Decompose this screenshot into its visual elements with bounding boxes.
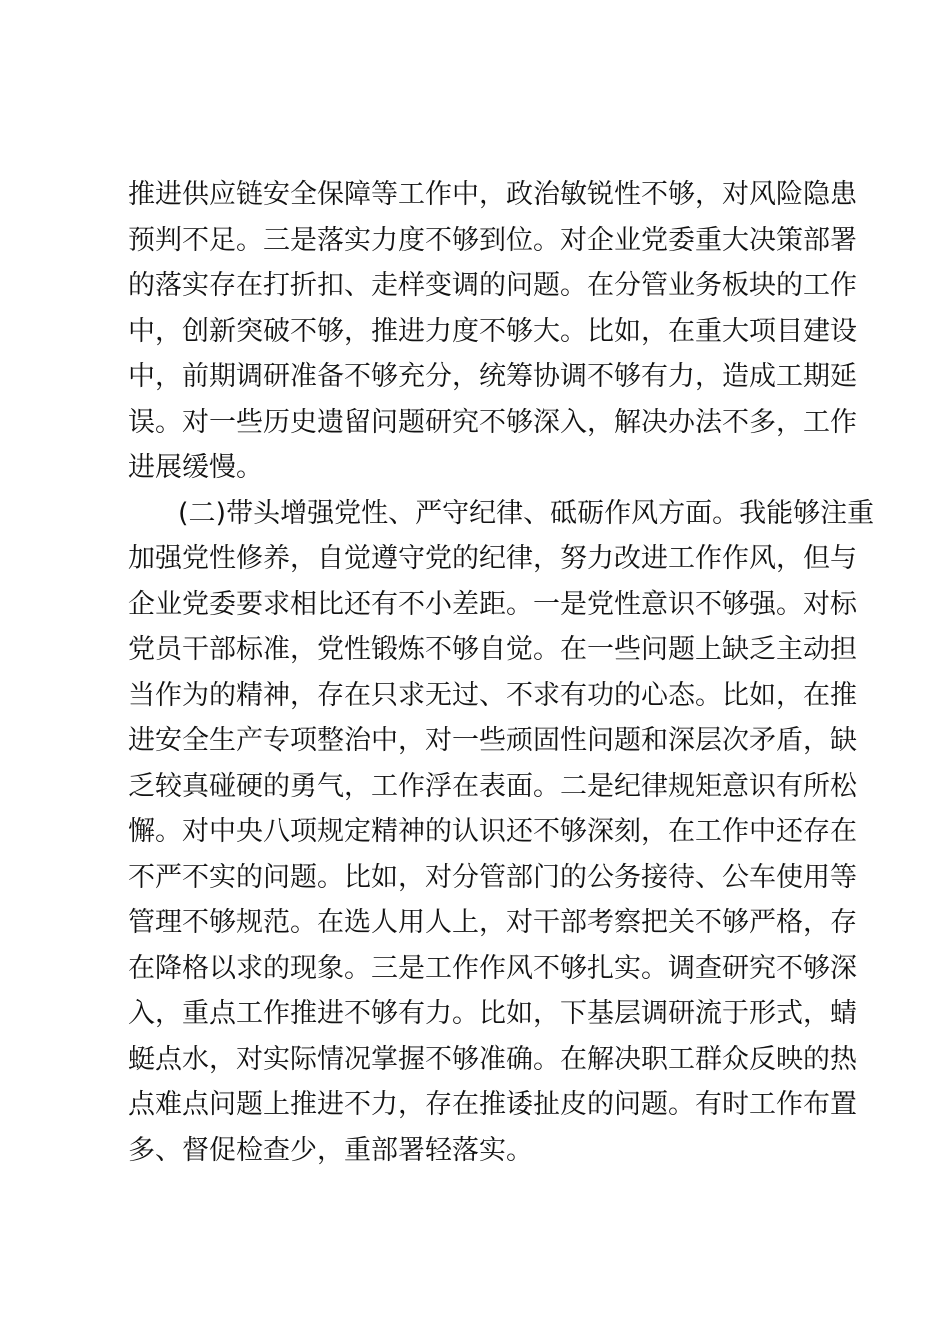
text-line: 当作为的精神，存在只求无过、不求有功的心态。比如，在推 [128,679,857,711]
text-line: 中，前期调研准备不够充分，统筹协调不够有力，造成工期延 [128,361,857,392]
text-line: 进安全生产专项整治中，对一些顽固性问题和深层次矛盾，缺 [128,725,857,756]
text-line: 的落实存在打折扣、走样变调的问题。在分管业务板块的工作 [128,270,857,301]
text-line: 党员干部标准，党性锻炼不够自觉。在一些问题上缺乏主动担 [128,634,857,665]
text-line: 预判不足。三是落实力度不够到位。对企业党委重大决策部署 [128,224,857,256]
text-line: 乏较真碰硬的勇气，工作浮在表面。二是纪律规矩意识有所松 [128,770,857,802]
document-body [128,172,875,1173]
text-line: 进展缓慢。 [128,452,263,483]
text-line: (二)带头增强党性、严守纪律、砥砺作风方面。我能够注重 [178,497,875,529]
text-line: 点难点问题上推进不力，存在推诿扯皮的问题。有时工作布置 [128,1089,857,1120]
paragraph-1 [128,172,857,491]
text-line: 误。对一些历史遗留问题研究不够深入，解决办法不多，工作 [128,406,857,438]
text-line: 多、督促检查少，重部署轻落实。 [128,1134,533,1166]
text-line: 在降格以求的现象。三是工作作风不够扎实。调查研究不够深 [128,952,857,984]
text-line: 企业党委要求相比还有不小差距。一是党性意识不够强。对标 [128,588,857,620]
text-line: 蜓点水，对实际情况掌握不够准确。在解决职工群众反映的热 [128,1043,857,1075]
text-line: 懈。对中央八项规定精神的认识还不够深刻，在工作中还存在 [128,816,857,847]
text-line: 推进供应链安全保障等工作中，政治敏锐性不够，对风险隐患 [128,179,857,210]
text-line: 加强党性修养，自觉遵守党的纪律，努力改进工作作风，但与 [128,543,857,574]
text-line: 入，重点工作推进不够有力。比如，下基层调研流于形式，蜻 [128,998,857,1029]
text-line: 不严不实的问题。比如，对分管部门的公务接待、公车使用等 [128,861,857,893]
text-line: 中，创新突破不够，推进力度不够大。比如，在重大项目建设 [128,315,857,347]
paragraph-2 [128,491,875,1174]
text-line: 管理不够规范。在选人用人上，对干部考察把关不够严格，存 [128,907,857,938]
